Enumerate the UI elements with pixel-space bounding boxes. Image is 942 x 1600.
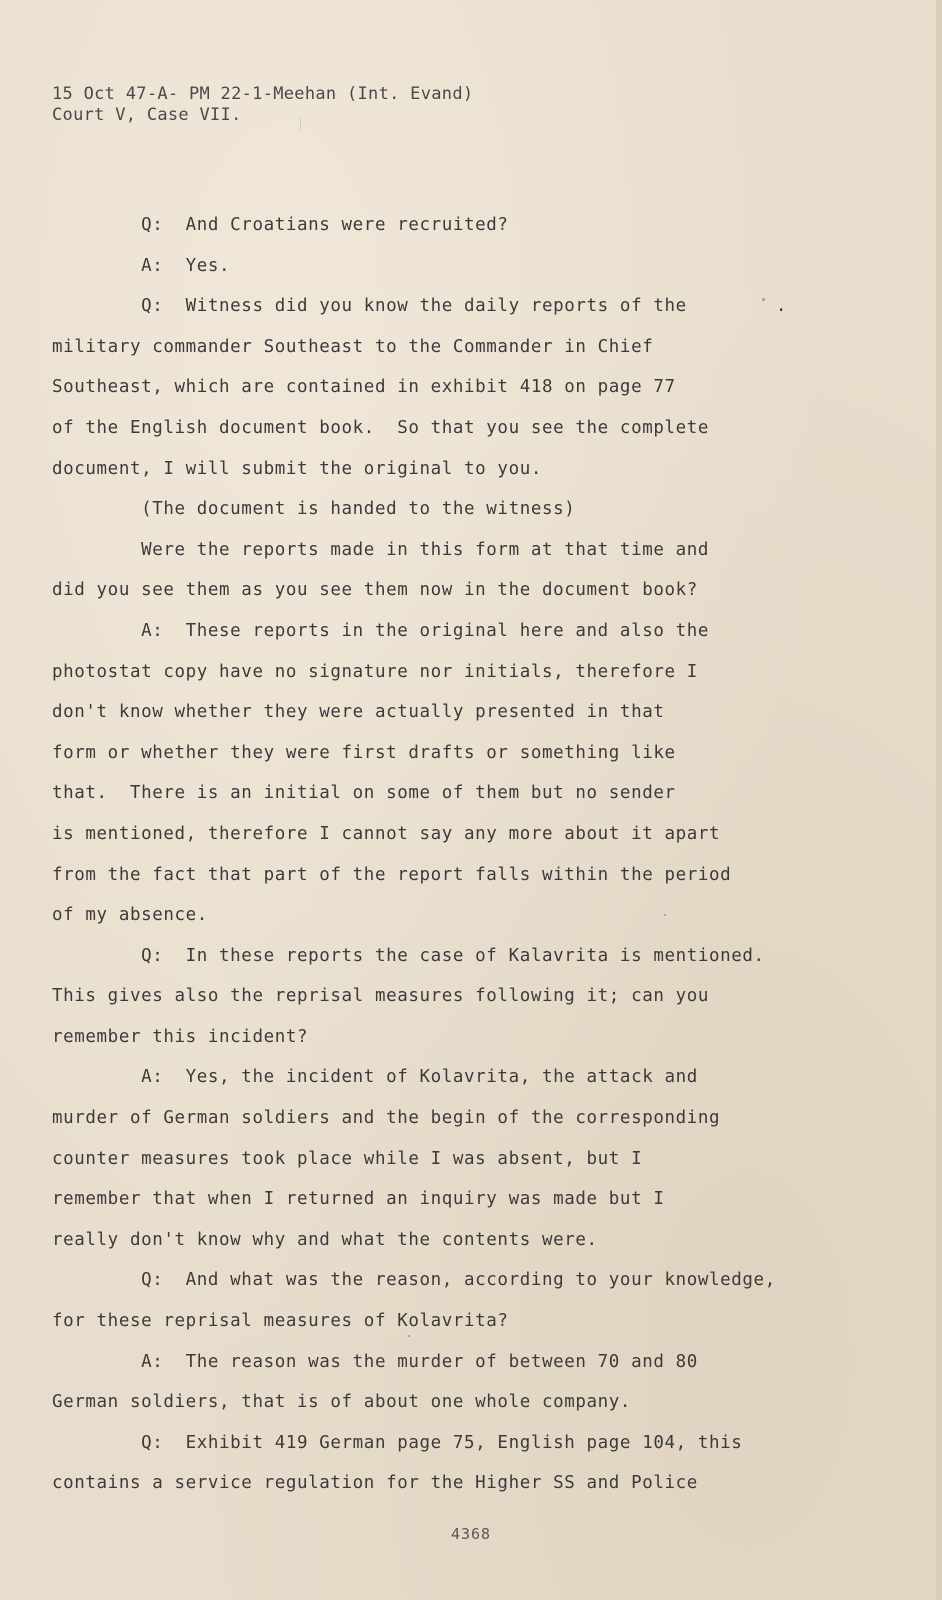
transcript-line: Were the reports made in this form at that time and	[52, 539, 710, 560]
transcript-line: Q: Exhibit 419 German page 75, English page 104, this	[52, 1432, 743, 1453]
transcript-line: remember this incident?	[52, 1026, 309, 1047]
transcript-line: of the English document book. So that you see the complete	[52, 417, 710, 438]
transcript-line: did you see them as you see them now in the document book?	[52, 580, 698, 601]
transcript-line: A: These reports in the original here and also the	[52, 620, 710, 641]
transcript-line: document, I will submit the original to you.	[52, 458, 542, 479]
transcript-line: military commander Southeast to the Commander in Chief	[52, 336, 654, 357]
transcript-line: that. There is an initial on some of them but no sender	[52, 783, 676, 804]
header-line-court: Court V, Case VII.	[52, 105, 242, 125]
transcript-line: Southeast, which are contained in exhibit 418 on page 77	[52, 377, 676, 398]
transcript-line: is mentioned, therefore I cannot say any more about it apart	[52, 823, 721, 844]
transcript-line: counter measures took place while I was absent, but I	[52, 1148, 643, 1169]
paper-speck	[762, 298, 765, 301]
transcript-line: for these reprisal measures of Kolavrita?	[52, 1311, 509, 1332]
transcript-line: form or whether they were first drafts or something like	[52, 742, 676, 763]
page-number: 4368	[450, 1525, 492, 1543]
paper-scratch	[300, 118, 301, 130]
transcript-line: A: Yes, the incident of Kolavrita, the attack and	[52, 1067, 698, 1088]
transcript-line: don't know whether they were actually presented in that	[52, 702, 665, 723]
transcript-line: remember that when I returned an inquiry was made but I	[52, 1189, 665, 1210]
transcript-line: contains a service regulation for the Higher SS and Police	[52, 1473, 698, 1494]
transcript-line: of my absence.	[52, 905, 208, 926]
transcript-line: This gives also the reprisal measures following it; can you	[52, 986, 710, 1007]
transcript-line: really don't know why and what the contents were.	[52, 1229, 598, 1250]
transcript-line: Q: In these reports the case of Kalavrita is mentioned.	[52, 945, 765, 966]
transcript-line: from the fact that part of the report falls within the period	[52, 864, 732, 885]
transcript-line: (The document is handed to the witness)	[52, 499, 576, 520]
transcript-line: murder of German soldiers and the begin of the corresponding	[52, 1108, 721, 1129]
transcript-line: A: Yes.	[52, 255, 231, 276]
header-line-date: 15 Oct 47-A- PM 22-1-Meehan (Int. Evand)	[52, 84, 474, 104]
transcript-body	[52, 205, 872, 1504]
transcript-line: A: The reason was the murder of between 70 and 80	[52, 1351, 698, 1372]
transcript-line: Q: Witness did you know the daily reports of the .	[52, 296, 787, 317]
transcript-line: German soldiers, that is of about one whole company.	[52, 1392, 632, 1413]
paper-speck	[408, 1335, 410, 1337]
document-header	[52, 84, 473, 126]
transcript-line: Q: And what was the reason, according to your knowledge,	[52, 1270, 776, 1291]
paper-speck	[664, 914, 666, 916]
transcript-line: Q: And Croatians were recruited?	[52, 215, 509, 235]
transcript-line: photostat copy have no signature nor initials, therefore I	[52, 661, 698, 682]
